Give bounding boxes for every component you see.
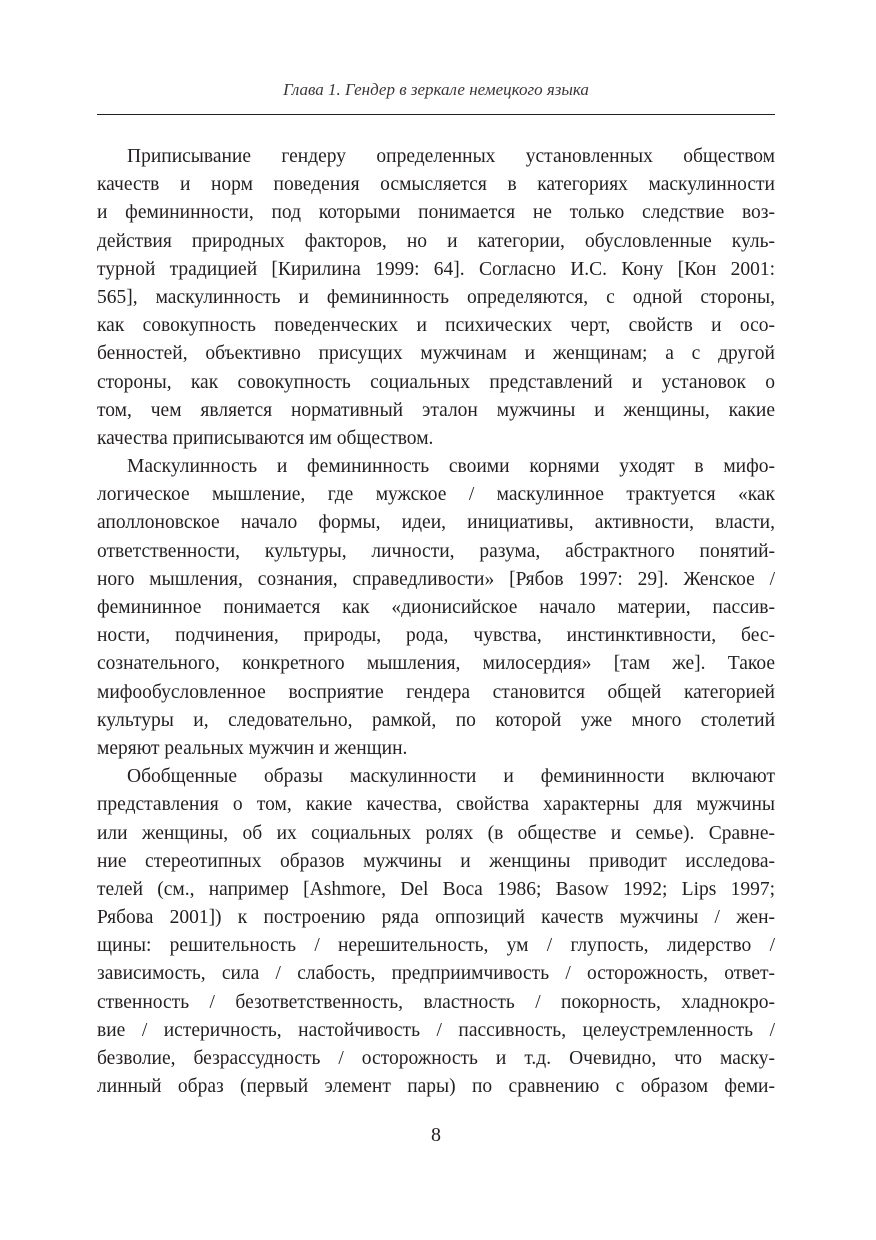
text-line: фемининное понимается как «дионисийское начало материи, пассив- xyxy=(97,597,775,618)
text-line: том, чем является нормативный эталон мужчины и женщины, какие xyxy=(97,399,775,421)
text-line: вие / истеричность, настойчивость / пассивность, целеустремленность / xyxy=(97,1019,775,1041)
text-line: сознательного, конкретного мышления, милосердия» [там же]. Такое xyxy=(97,653,775,675)
text-line: действия природных факторов, но и категории, обусловленные куль- xyxy=(97,230,775,252)
text-line: качества приписываются им обществом. xyxy=(97,427,434,449)
text-line: ние стереотипных образов мужчины и женщины приводит исследова- xyxy=(97,850,775,872)
text-line: линный образ (первый элемент пары) по сравнению с образом феми- xyxy=(97,1076,775,1098)
text-line: телей (см., например [Ashmore, Del Boca 1986; Basow 1992; Lips 1997; xyxy=(97,878,775,900)
text-line: ответственности, культуры, личности, разума, абстрактного понятий- xyxy=(97,540,775,562)
text-line: 565], маскулинность и фемининность определяются, с одной стороны, xyxy=(97,286,775,308)
text-line: или женщины, об их социальных ролях (в обществе и семье). Сравне- xyxy=(97,822,775,844)
running-head: Глава 1. Гендер в зеркале немецкого языка xyxy=(283,80,589,99)
text-line: мифообусловленное восприятие гендера становится общей категорией xyxy=(97,681,775,703)
text-line: бенностей, объективно присущих мужчинам и женщинам; а с другой xyxy=(97,343,775,365)
text-line: и фемининности, под которыми понимается не только следствие воз- xyxy=(97,202,775,224)
header-rule xyxy=(97,114,775,115)
text-line: Приписывание гендеру определенных установленных обществом xyxy=(127,146,775,167)
text-line: Обобщенные образы маскулинности и фемининности включают xyxy=(127,766,775,788)
text-line: аполлоновское начало формы, идеи, инициативы, активности, власти, xyxy=(97,512,775,534)
text-line: логическое мышление, где мужское / маскулинное трактуется «как xyxy=(97,484,775,506)
text-line: ного мышления, сознания, справедливости» [Рябов 1997: 29]. Женское / xyxy=(97,568,775,590)
text-line: Маскулинность и фемининность своими корнями уходят в мифо- xyxy=(127,456,775,478)
text-line: ственность / безответственность, властность / покорность, хладнокро- xyxy=(97,991,775,1013)
text-line: как совокупность поведенческих и психических черт, свойств и осо- xyxy=(97,315,775,337)
text-line: щины: решительность / нерешительность, ум / глупость, лидерство / xyxy=(97,935,775,957)
text-line: ности, подчинения, природы, рода, чувства, инстинктивности, бес- xyxy=(97,625,775,647)
text-line: безволие, безрассудность / осторожность и т.д. Очевидно, что маску- xyxy=(97,1048,775,1069)
paragraph xyxy=(97,453,775,763)
text-line: стороны, как совокупность социальных представлений и установок о xyxy=(97,371,775,393)
text-line: качеств и норм поведения осмысляется в категориях маскулинности xyxy=(97,174,775,196)
text-line: Рябова 2001]) к построению ряда оппозиций качеств мужчины / жен- xyxy=(97,907,775,929)
text-line: культуры и, следовательно, рамкой, по которой уже много столетий xyxy=(97,709,775,731)
text-line: меряют реальных мужчин и женщин. xyxy=(97,737,408,759)
paragraph xyxy=(97,143,775,453)
text-line: представления о том, какие качества, свойства характерны для мужчины xyxy=(97,794,775,816)
text-line: турной традицией [Кирилина 1999: 64]. Согласно И.С. Кону [Кон 2001: xyxy=(97,258,775,280)
paragraph xyxy=(97,763,775,1101)
page-number: 8 xyxy=(431,1124,441,1146)
text-line: зависимость, сила / слабость, предприимчивость / осторожность, ответ- xyxy=(97,963,775,985)
body-text xyxy=(97,143,775,1101)
